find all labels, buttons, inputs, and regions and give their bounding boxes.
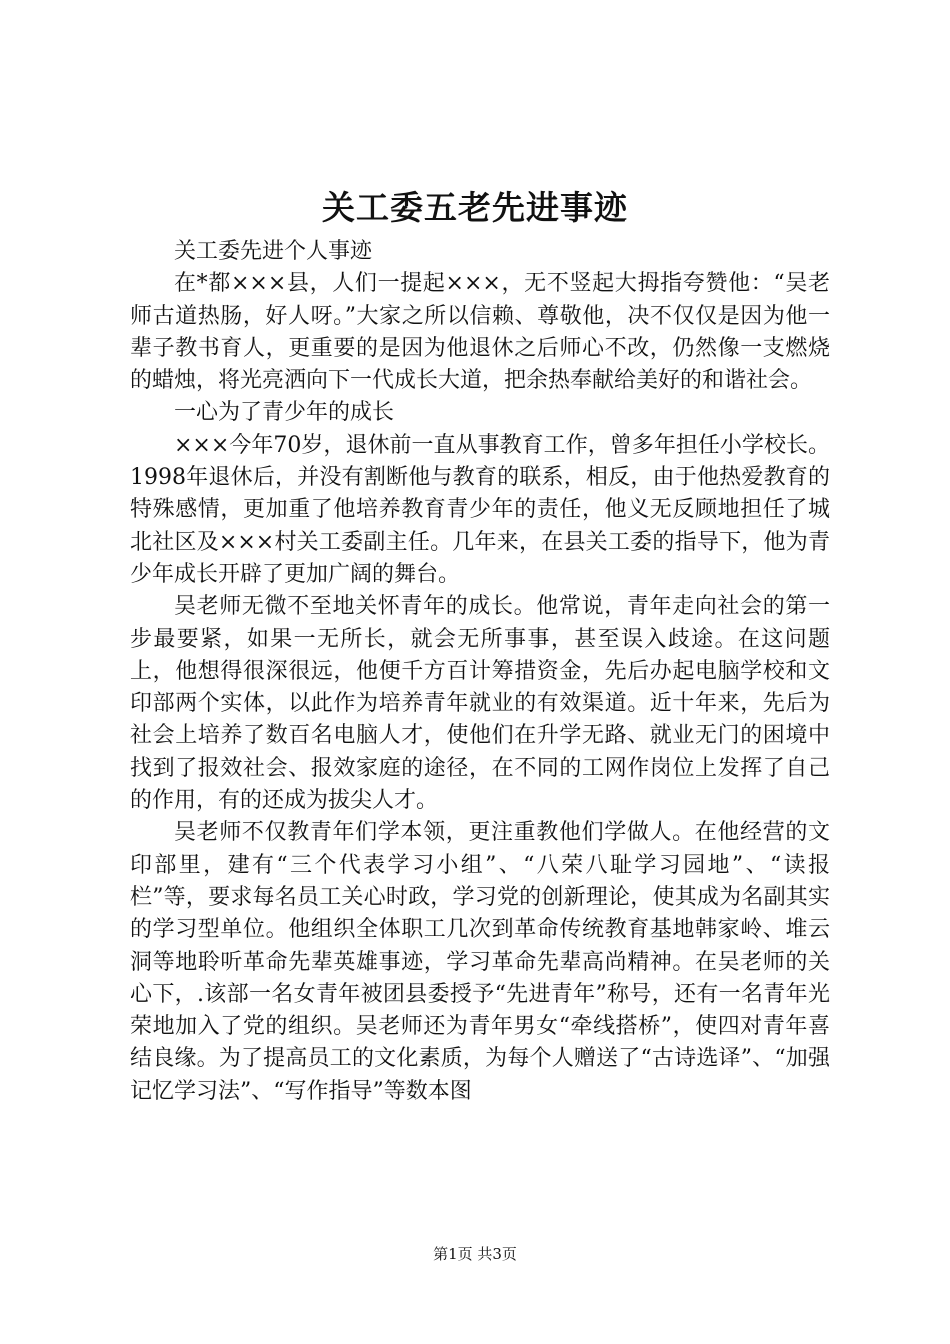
paragraph: 在*都×××县，人们一提起×××，无不竖起大拇指夸赞他：“吴老师古道热肠，好人呀。”大家之所以信赖、尊敬他，决不仅仅是因为他一辈子教书育人，更重要的是因为他退休之后师心不改，仍然像一支燃烧的蜡烛，将光亮洒向下一代成长大道，把余热奉献给美好的和谐社会。 (130, 271, 830, 394)
document-title: 关工委五老先进事迹 (322, 188, 628, 227)
page-number-footer: 第1页 共3页 (433, 1245, 517, 1263)
paragraph-section-heading: 一心为了青少年的成长 (174, 400, 395, 426)
paragraph: 吴老师不仅教青年们学本领，更注重教他们学做人。在他经营的文印部里，建有“三个代表学习小组”、“八荣八耻学习园地”、“读报栏”等，要求每名员工关心时政，学习党的创新理论，使其成为名副其实的学习型单位。他组织全体职工几次到革命传统教育基地韩家岭、堆云洞等地聆听革命先辈英雄事迹，学习革命先辈高尚精神。在吴老师的关心下，.该部一名女青年被团县委授予“先进青年”称号，还有一名青年光荣地加入了党的组织。吴老师还为青年男女“牵线搭桥”，使四对青年喜结良缘。为了提高员工的文化素质，为每个人赠送了“古诗选译”、“加强记忆学习法”、“写作指导”等数本图 (130, 820, 830, 1104)
document-body (130, 236, 830, 1108)
paragraph: ×××今年70岁，退休前一直从事教育工作，曾多年担任小学校长。1998年退休后，并没有割断他与教育的联系，相反，由于他热爱教育的特殊感情，更加重了他培养教育青少年的责任，他义无反顾地担任了城北社区及×××村关工委副主任。几年来，在县关工委的指导下，他为青少年成长开辟了更加广阔的舞台。 (130, 432, 830, 587)
paragraph: 吴老师无微不至地关怀青年的成长。他常说，青年走向社会的第一步最要紧，如果一无所长，就会无所事事，甚至误入歧途。在这问题上，他想得很深很远，他便千方百计筹措资金，先后办起电脑学校和文印部两个实体，以此作为培养青年就业的有效渠道。近十年来，先后为社会上培养了数百名电脑人才，使他们在升学无路、就业无门的困境中找到了报效社会、报效家庭的途径，在不同的工网作岗位上发挥了自己的作用，有的还成为拔尖人才。 (130, 594, 830, 814)
paragraph-subtitle: 关工委先进个人事迹 (174, 239, 373, 264)
